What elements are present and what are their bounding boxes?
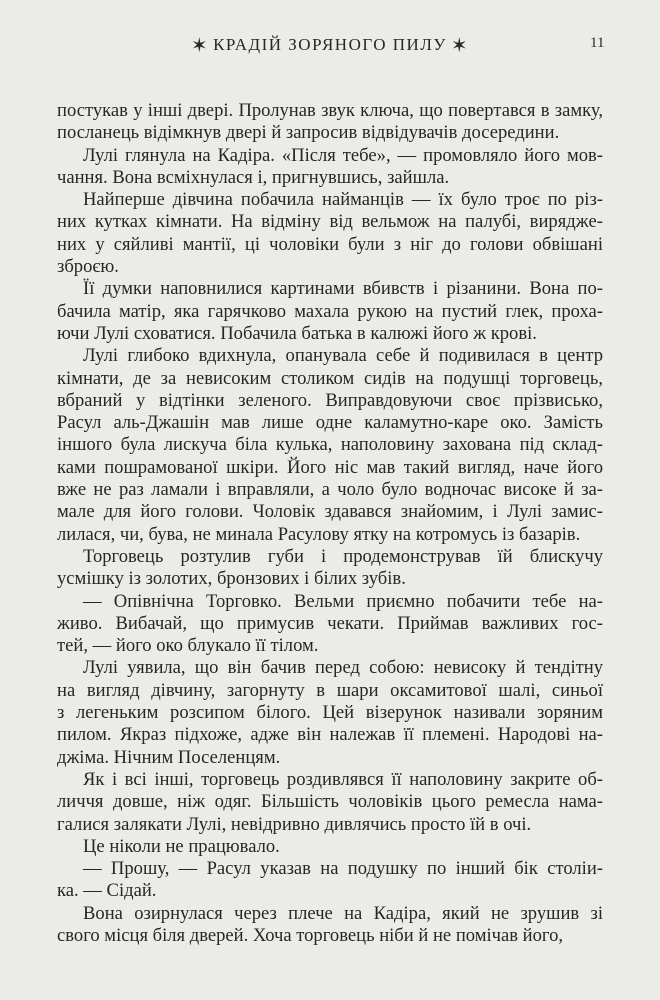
text-line: іншого була лискуча біла кулька, наполовину захована під склад- [57,434,603,456]
text-line: пилом. Якраз підхоже, адже він належав її племені. Народові на- [57,724,603,746]
text-line: Торговець розтулив губи і продемонстрував їй блискучу [83,545,603,567]
text-line: постукав у інші двері. Пролунав звук ключа, що повертався в замку, [57,100,603,121]
text-line: Це ніколи не працювало. [83,835,280,857]
star-ornament-icon: ✶ [190,35,210,57]
text-line: Найперше дівчина побачила найманців — їх було троє по різ- [83,189,603,211]
text-line: ка. — Сідай. [57,880,157,902]
text-line: вбраний у відтінки зеленого. Виправдовуючи своє прізвисько, [57,389,603,411]
text-line: джіма. Нічним Поселенцям. [57,746,281,768]
text-line: кімнати, де за невисоким столиком сидів на подушці торговець, [57,367,603,389]
text-line: живо. Вибачай, що примусив чекати. Приймав важливих гос- [57,612,603,634]
text-line: бачила матір, яка гарячково махала рукою на пустий глек, проха- [57,300,603,322]
text-line: Як і всі інші, торговець роздивлявся її наполовину закрите об- [83,768,603,790]
text-line: ючи Лулі сховатися. Побачила батька в калюжі його ж крові. [57,322,537,344]
text-line: Вона озирнулася через плече на Кадіра, який не зрушив зі [83,902,603,924]
text-line: посланець відімкнув двері й запросив відвідувачів досередини. [57,122,560,144]
text-line: свого місця біля дверей. Хоча торговець ніби й не помічав його, [57,924,564,946]
page-number: 11 [590,35,605,51]
text-line: Лулі уявила, що він бачив перед собою: невисоку й тендітну [83,657,603,679]
text-line: — Опівнічна Торговко. Вельми приємно побачити тебе на- [83,590,603,612]
text-line: ками пошрамованої шкіри. Його ніс мав такий вигляд, наче його [57,456,603,478]
text-line: них кутках кімнати. На відміну від вельмож на палубі, виряджe- [57,211,603,233]
text-line: вже не раз ламали і вправляли, а чоло було водночас високе й за- [57,479,603,501]
text-line: галися залякати Лулі, невідривно дивлячись просто їй в очі. [57,813,532,835]
text-line: на вигляд дівчину, загорнуту в шари оксамитової шалі, синьої [57,679,603,701]
text-line: тей, — його око блукало її тілом. [57,635,319,657]
body-text [57,100,603,947]
text-line: них у сяйливі мантії, ці чоловіки були з ніг до голови обвішані [57,233,603,255]
text-line: мале для його голови. Чоловік здавався знайомим, і Лулі замис- [57,501,603,523]
text-line: Її думки наповнилися картинами вбивств і різанини. Вона по- [83,278,603,300]
text-line: личчя довше, ніж одяг. Більшість чоловіків цього ремесла нама- [57,791,603,813]
text-line: Лулі глянула на Кадіра. «Після тебе», — промовляло його мов- [83,144,603,166]
text-line: лилася, чи, бува, не минала Расулову ятку на котромусь із базарів. [57,523,581,545]
running-header [0,33,660,58]
text-line: — Прошу, — Расул указав на подушку по інший бік століи- [83,858,603,880]
text-line: Расул аль-Джашін мав лише одне каламутно-каре око. Замість [57,412,603,434]
text-line: чання. Вона всміхнулася і, пригнувшись, зайшла. [57,166,450,188]
text-line: зброєю. [57,256,119,278]
text-line: з легеньким розсипом білого. Цей візерунок називали зоряним [57,702,603,724]
star-ornament-icon: ✶ [450,35,470,57]
text-line: усмішку із золотих, бронзових і білих зубів. [57,568,406,590]
book-title: КРАДІЙ ЗОРЯНОГО ПИЛУ [213,35,447,54]
text-line: Лулі глибоко вдихнула, опанувала себе й подивилася в центр [83,345,603,367]
